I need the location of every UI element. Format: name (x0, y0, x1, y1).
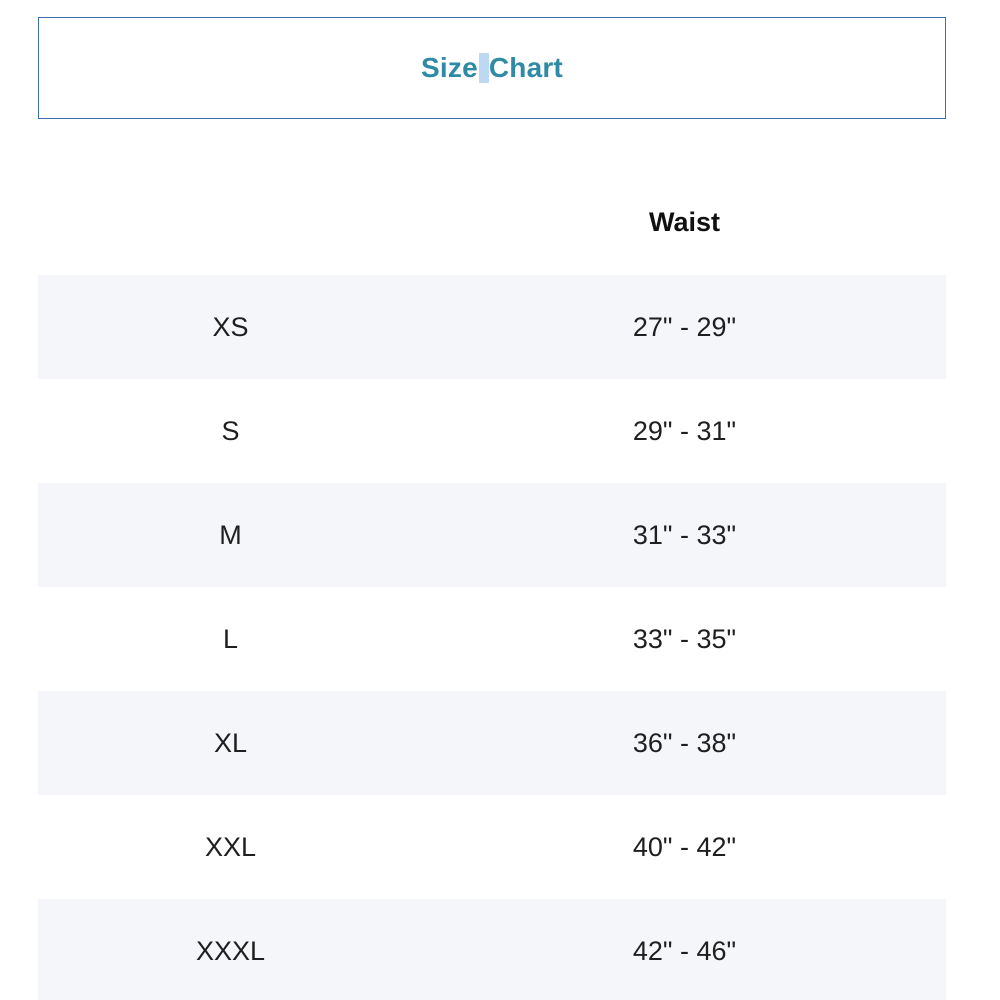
table-row (38, 483, 946, 587)
size-table (38, 170, 946, 1000)
size-cell: M (219, 519, 242, 550)
title-word-size: Size (421, 52, 478, 83)
table-header-row (38, 170, 946, 275)
table-row (38, 899, 946, 1000)
table-row (38, 379, 946, 483)
waist-cell: 36" - 38" (632, 727, 737, 758)
waist-cell: 33" - 35" (632, 623, 737, 654)
waist-cell: 31" - 33" (632, 519, 737, 550)
size-chart-title (421, 52, 563, 84)
table-row (38, 275, 946, 379)
size-cell: L (222, 623, 239, 654)
size-cell: XXXL (195, 935, 266, 966)
size-cell: S (221, 415, 240, 446)
header-waist: Waist (648, 207, 720, 237)
title-word-chart: Chart (488, 52, 563, 83)
text-selection-highlight (479, 53, 489, 83)
waist-cell: 42" - 46" (632, 935, 737, 966)
waist-cell: 40" - 42" (632, 831, 737, 862)
waist-cell: 27" - 29" (632, 311, 737, 342)
table-row (38, 691, 946, 795)
waist-cell: 29" - 31" (632, 415, 737, 446)
size-chart-tab[interactable] (38, 17, 946, 119)
size-cell: XS (212, 311, 249, 342)
table-row (38, 587, 946, 691)
size-cell: XL (213, 727, 248, 758)
size-cell: XXL (204, 831, 257, 862)
table-row (38, 795, 946, 899)
